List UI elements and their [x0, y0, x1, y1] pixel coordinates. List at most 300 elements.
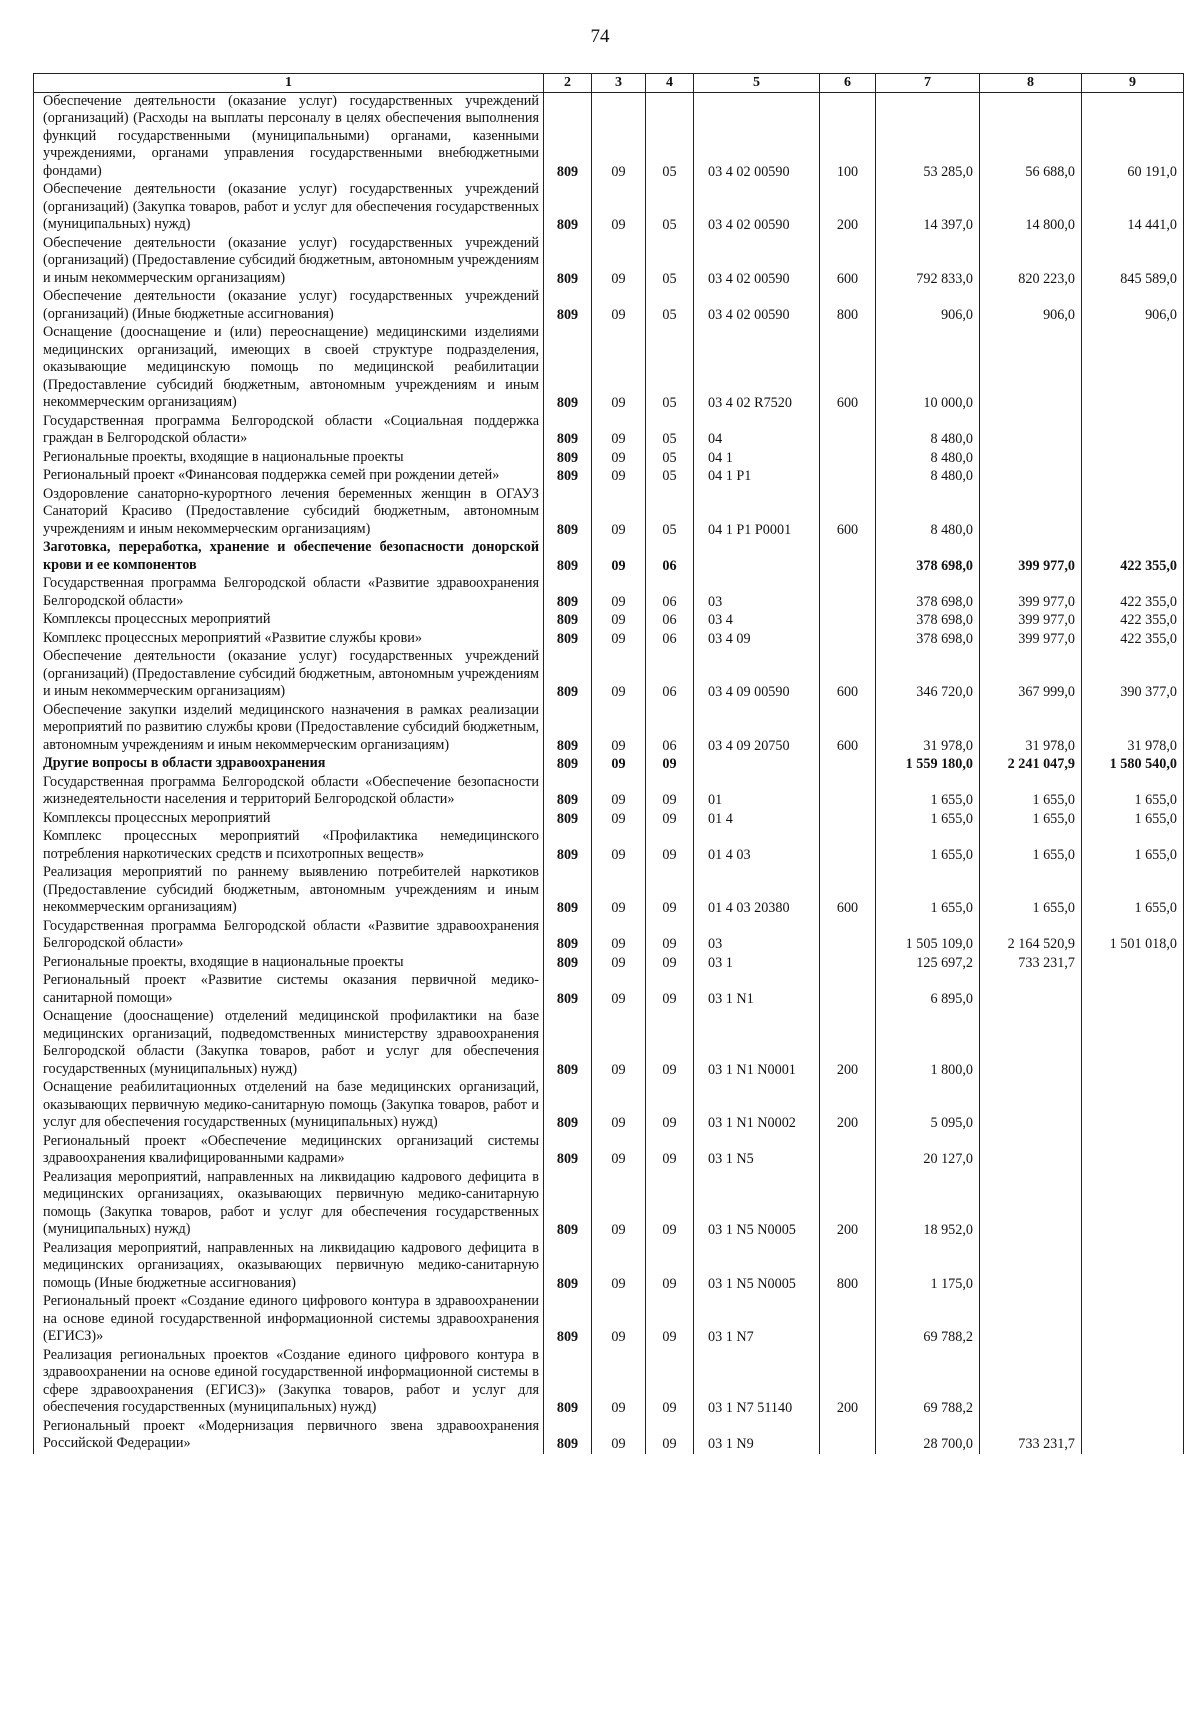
row-section: 09 [592, 413, 646, 449]
row-target-article: 03 1 N1 N0002 [694, 1079, 820, 1133]
row-ministry-code: 809 [544, 413, 592, 449]
row-section: 09 [592, 181, 646, 235]
row-amount-year-2 [980, 324, 1082, 413]
row-amount-year-3: 31 978,0 [1082, 702, 1184, 756]
row-amount-year-2: 14 800,0 [980, 181, 1082, 235]
row-ministry-code: 809 [544, 235, 592, 289]
row-description: Комплексы процессных мероприятий [34, 611, 544, 630]
row-target-article: 03 4 02 R7520 [694, 324, 820, 413]
row-section: 09 [592, 575, 646, 611]
row-target-article: 04 [694, 413, 820, 449]
row-amount-year-3: 422 355,0 [1082, 539, 1184, 575]
row-subsection: 09 [646, 918, 694, 954]
row-amount-year-2: 1 655,0 [980, 810, 1082, 829]
table-row [34, 1169, 1184, 1240]
row-description: Государственная программа Белгородской области «Социальная поддержка граждан в Белгородской области» [34, 413, 544, 449]
table-row [34, 828, 1184, 864]
row-amount-year-3: 14 441,0 [1082, 181, 1184, 235]
row-amount-year-3 [1082, 1133, 1184, 1169]
row-expense-type: 200 [820, 181, 876, 235]
row-amount-year-1: 31 978,0 [876, 702, 980, 756]
row-amount-year-3: 1 655,0 [1082, 828, 1184, 864]
row-amount-year-2 [980, 467, 1082, 486]
table-row [34, 575, 1184, 611]
row-target-article: 03 1 [694, 954, 820, 973]
row-subsection: 06 [646, 630, 694, 649]
row-target-article: 03 1 N5 [694, 1133, 820, 1169]
row-amount-year-2 [980, 413, 1082, 449]
row-subsection: 09 [646, 774, 694, 810]
row-subsection: 05 [646, 92, 694, 181]
row-subsection: 05 [646, 467, 694, 486]
row-subsection: 05 [646, 235, 694, 289]
row-description: Обеспечение деятельности (оказание услуг) государственных учреждений (организаций) (Закупка товаров, работ и услуг для обеспечения государственных (муниципальных) нужд) [34, 181, 544, 235]
row-amount-year-3 [1082, 1008, 1184, 1079]
row-amount-year-3 [1082, 449, 1184, 468]
table-row [34, 486, 1184, 540]
row-expense-type: 600 [820, 864, 876, 918]
row-amount-year-1: 20 127,0 [876, 1133, 980, 1169]
table-row [34, 235, 1184, 289]
row-section: 09 [592, 539, 646, 575]
row-amount-year-2: 399 977,0 [980, 630, 1082, 649]
row-ministry-code: 809 [544, 864, 592, 918]
row-target-article: 01 [694, 774, 820, 810]
row-amount-year-3 [1082, 1293, 1184, 1347]
row-ministry-code: 809 [544, 1133, 592, 1169]
table-row [34, 1079, 1184, 1133]
row-target-article [694, 539, 820, 575]
row-ministry-code: 809 [544, 288, 592, 324]
row-target-article: 03 1 N9 [694, 1418, 820, 1454]
row-target-article: 03 1 N7 51140 [694, 1347, 820, 1418]
row-target-article: 03 [694, 918, 820, 954]
row-expense-type [820, 755, 876, 774]
row-ministry-code: 809 [544, 1293, 592, 1347]
row-target-article: 03 4 09 [694, 630, 820, 649]
row-section: 09 [592, 918, 646, 954]
row-ministry-code: 809 [544, 774, 592, 810]
row-expense-type [820, 954, 876, 973]
row-description: Оздоровление санаторно-курортного лечения беременных женщин в ОГАУЗ Санаторий Красиво (Предоставление субсидий бюджетным, автономным учреждениям и иным некоммерческим организациям) [34, 486, 544, 540]
row-target-article: 03 4 09 00590 [694, 648, 820, 702]
row-description: Комплекс процессных мероприятий «Профилактика немедицинского потребления наркотических средств и психотропных веществ» [34, 828, 544, 864]
row-section: 09 [592, 486, 646, 540]
row-description: Региональный проект «Модернизация первичного звена здравоохранения Российской Федерации» [34, 1418, 544, 1454]
table-row [34, 774, 1184, 810]
row-subsection: 09 [646, 1008, 694, 1079]
row-amount-year-2 [980, 1347, 1082, 1418]
row-ministry-code: 809 [544, 324, 592, 413]
row-description: Реализация мероприятий, направленных на ликвидацию кадрового дефицита в медицинских организациях, оказывающих первичную медико-санитарную помощь (Иные бюджетные ассигнования) [34, 1240, 544, 1294]
row-amount-year-1: 6 895,0 [876, 972, 980, 1008]
row-amount-year-2 [980, 1293, 1082, 1347]
row-ministry-code: 809 [544, 1240, 592, 1294]
row-amount-year-3 [1082, 1240, 1184, 1294]
row-amount-year-2: 1 655,0 [980, 828, 1082, 864]
table-row [34, 702, 1184, 756]
row-amount-year-2: 367 999,0 [980, 648, 1082, 702]
row-section: 09 [592, 1418, 646, 1454]
table-body [34, 92, 1184, 1454]
row-amount-year-3 [1082, 1347, 1184, 1418]
row-description: Региональный проект «Обеспечение медицинских организаций системы здравоохранения квалифицированными кадрами» [34, 1133, 544, 1169]
row-amount-year-1: 28 700,0 [876, 1418, 980, 1454]
table-row [34, 449, 1184, 468]
row-amount-year-1: 378 698,0 [876, 575, 980, 611]
row-amount-year-1: 346 720,0 [876, 648, 980, 702]
row-subsection: 05 [646, 324, 694, 413]
row-ministry-code: 809 [544, 918, 592, 954]
row-amount-year-1: 1 505 109,0 [876, 918, 980, 954]
row-section: 09 [592, 774, 646, 810]
row-ministry-code: 809 [544, 972, 592, 1008]
row-amount-year-2 [980, 1240, 1082, 1294]
budget-table [33, 73, 1184, 1454]
row-description: Обеспечение деятельности (оказание услуг) государственных учреждений (организаций) (Предоставление субсидий бюджетным, автономным учреждениям и иным некоммерческим организациям) [34, 235, 544, 289]
table-row [34, 972, 1184, 1008]
row-target-article [694, 755, 820, 774]
row-section: 09 [592, 235, 646, 289]
row-amount-year-1: 69 788,2 [876, 1347, 980, 1418]
row-description: Обеспечение деятельности (оказание услуг) государственных учреждений (организаций) (Расходы на выплаты персоналу в целях обеспечения выполнения функций государственными (муниципальными) органами, казенными учреждениями, органами управления государственными внебюджетными фондами) [34, 92, 544, 181]
row-amount-year-1: 1 655,0 [876, 828, 980, 864]
row-amount-year-1: 1 655,0 [876, 774, 980, 810]
row-expense-type [820, 630, 876, 649]
row-amount-year-3 [1082, 467, 1184, 486]
row-target-article: 03 [694, 575, 820, 611]
row-amount-year-3: 1 655,0 [1082, 864, 1184, 918]
row-amount-year-1: 10 000,0 [876, 324, 980, 413]
row-target-article: 03 1 N7 [694, 1293, 820, 1347]
row-amount-year-3: 1 655,0 [1082, 774, 1184, 810]
row-subsection: 05 [646, 413, 694, 449]
row-amount-year-2 [980, 449, 1082, 468]
row-subsection: 09 [646, 1293, 694, 1347]
row-expense-type [820, 828, 876, 864]
row-target-article: 03 4 02 00590 [694, 235, 820, 289]
row-target-article: 03 1 N1 [694, 972, 820, 1008]
row-expense-type: 600 [820, 235, 876, 289]
row-section: 09 [592, 828, 646, 864]
row-amount-year-2: 399 977,0 [980, 539, 1082, 575]
row-amount-year-2: 820 223,0 [980, 235, 1082, 289]
table-row [34, 1008, 1184, 1079]
row-expense-type: 600 [820, 702, 876, 756]
row-ministry-code: 809 [544, 630, 592, 649]
row-description: Комплексы процессных мероприятий [34, 810, 544, 829]
row-description: Другие вопросы в области здравоохранения [34, 755, 544, 774]
header-cell: 9 [1082, 74, 1184, 93]
row-section: 09 [592, 324, 646, 413]
row-amount-year-1: 8 480,0 [876, 413, 980, 449]
row-section: 09 [592, 954, 646, 973]
row-subsection: 06 [646, 539, 694, 575]
table-row [34, 467, 1184, 486]
table-row [34, 324, 1184, 413]
row-amount-year-3: 906,0 [1082, 288, 1184, 324]
row-subsection: 09 [646, 1347, 694, 1418]
row-description: Региональные проекты, входящие в национальные проекты [34, 449, 544, 468]
table-row [34, 288, 1184, 324]
row-amount-year-2: 31 978,0 [980, 702, 1082, 756]
row-amount-year-2: 56 688,0 [980, 92, 1082, 181]
row-ministry-code: 809 [544, 1347, 592, 1418]
row-description: Оснащение (дооснащение) отделений медицинской профилактики на базе медицинских организаций, подведомственных министерству здравоохранения Белгородской области (Закупка товаров, работ и услуг для обеспечения государственных (муниципальных) нужд) [34, 1008, 544, 1079]
row-subsection: 06 [646, 575, 694, 611]
row-subsection: 09 [646, 864, 694, 918]
row-amount-year-1: 378 698,0 [876, 539, 980, 575]
table-row [34, 918, 1184, 954]
header-cell: 3 [592, 74, 646, 93]
row-subsection: 09 [646, 1133, 694, 1169]
row-target-article: 01 4 [694, 810, 820, 829]
row-amount-year-3 [1082, 1079, 1184, 1133]
row-expense-type: 200 [820, 1008, 876, 1079]
row-ministry-code: 809 [544, 1079, 592, 1133]
row-ministry-code: 809 [544, 539, 592, 575]
row-amount-year-2: 1 655,0 [980, 774, 1082, 810]
row-description: Реализация мероприятий по раннему выявлению потребителей наркотиков (Предоставление субсидий бюджетным, автономным учреждениям и иным некоммерческим организациям) [34, 864, 544, 918]
row-expense-type [820, 774, 876, 810]
row-amount-year-1: 53 285,0 [876, 92, 980, 181]
row-amount-year-3: 1 655,0 [1082, 810, 1184, 829]
row-amount-year-2 [980, 486, 1082, 540]
row-expense-type [820, 467, 876, 486]
row-amount-year-3: 422 355,0 [1082, 630, 1184, 649]
row-amount-year-3 [1082, 954, 1184, 973]
row-subsection: 06 [646, 648, 694, 702]
table-row [34, 864, 1184, 918]
row-section: 09 [592, 1240, 646, 1294]
row-amount-year-2 [980, 1169, 1082, 1240]
row-target-article: 01 4 03 20380 [694, 864, 820, 918]
table-row [34, 1418, 1184, 1454]
row-amount-year-1: 8 480,0 [876, 486, 980, 540]
row-target-article: 03 1 N5 N0005 [694, 1169, 820, 1240]
table-row [34, 1240, 1184, 1294]
row-amount-year-3: 60 191,0 [1082, 92, 1184, 181]
row-amount-year-1: 1 655,0 [876, 864, 980, 918]
row-description: Обеспечение деятельности (оказание услуг) государственных учреждений (организаций) (Иные бюджетные ассигнования) [34, 288, 544, 324]
row-amount-year-3: 1 501 018,0 [1082, 918, 1184, 954]
row-expense-type: 100 [820, 92, 876, 181]
row-expense-type [820, 539, 876, 575]
row-subsection: 09 [646, 828, 694, 864]
row-section: 09 [592, 648, 646, 702]
row-expense-type: 200 [820, 1169, 876, 1240]
header-cell: 4 [646, 74, 694, 93]
table-row [34, 1347, 1184, 1418]
row-section: 09 [592, 1133, 646, 1169]
row-expense-type [820, 413, 876, 449]
row-amount-year-2: 399 977,0 [980, 575, 1082, 611]
row-target-article: 03 4 [694, 611, 820, 630]
row-section: 09 [592, 755, 646, 774]
row-amount-year-1: 378 698,0 [876, 611, 980, 630]
row-amount-year-3: 422 355,0 [1082, 575, 1184, 611]
row-expense-type [820, 1418, 876, 1454]
row-ministry-code: 809 [544, 467, 592, 486]
row-amount-year-1: 792 833,0 [876, 235, 980, 289]
row-amount-year-1: 1 800,0 [876, 1008, 980, 1079]
row-section: 09 [592, 1079, 646, 1133]
table-row [34, 413, 1184, 449]
row-ministry-code: 809 [544, 702, 592, 756]
header-cell: 1 [34, 74, 544, 93]
row-section: 09 [592, 92, 646, 181]
row-amount-year-1: 14 397,0 [876, 181, 980, 235]
row-amount-year-3 [1082, 972, 1184, 1008]
row-ministry-code: 809 [544, 1418, 592, 1454]
row-description: Обеспечение деятельности (оказание услуг) государственных учреждений (организаций) (Предоставление субсидий бюджетным, автономным учреждениям и иным некоммерческим организациям) [34, 648, 544, 702]
table-row [34, 611, 1184, 630]
row-target-article: 03 4 02 00590 [694, 92, 820, 181]
row-amount-year-1: 18 952,0 [876, 1169, 980, 1240]
row-description: Оснащение реабилитационных отделений на базе медицинских организаций, оказывающих первичную медико-санитарную помощь (Закупка товаров, работ и услуг для обеспечения государственных (муниципальных) нужд) [34, 1079, 544, 1133]
row-ministry-code: 809 [544, 486, 592, 540]
row-section: 09 [592, 1293, 646, 1347]
row-ministry-code: 809 [544, 181, 592, 235]
row-amount-year-3: 1 580 540,0 [1082, 755, 1184, 774]
row-subsection: 09 [646, 755, 694, 774]
row-target-article: 04 1 P1 P0001 [694, 486, 820, 540]
row-ministry-code: 809 [544, 92, 592, 181]
row-amount-year-2 [980, 1079, 1082, 1133]
row-subsection: 09 [646, 1418, 694, 1454]
row-section: 09 [592, 864, 646, 918]
row-expense-type [820, 918, 876, 954]
header-cell: 5 [694, 74, 820, 93]
row-amount-year-1: 1 559 180,0 [876, 755, 980, 774]
table-row [34, 954, 1184, 973]
row-target-article: 03 4 02 00590 [694, 181, 820, 235]
table-row [34, 1133, 1184, 1169]
row-amount-year-3: 390 377,0 [1082, 648, 1184, 702]
row-section: 09 [592, 467, 646, 486]
table-row [34, 810, 1184, 829]
row-section: 09 [592, 972, 646, 1008]
row-description: Комплекс процессных мероприятий «Развитие службы крови» [34, 630, 544, 649]
row-subsection: 06 [646, 611, 694, 630]
row-section: 09 [592, 288, 646, 324]
row-section: 09 [592, 702, 646, 756]
header-cell: 2 [544, 74, 592, 93]
table-row [34, 648, 1184, 702]
table-row [34, 539, 1184, 575]
row-subsection: 09 [646, 1240, 694, 1294]
row-subsection: 05 [646, 288, 694, 324]
row-target-article: 04 1 [694, 449, 820, 468]
row-ministry-code: 809 [544, 828, 592, 864]
row-expense-type [820, 575, 876, 611]
row-description: Региональные проекты, входящие в национальные проекты [34, 954, 544, 973]
row-subsection: 05 [646, 449, 694, 468]
row-amount-year-1: 8 480,0 [876, 449, 980, 468]
table-row [34, 92, 1184, 181]
row-section: 09 [592, 611, 646, 630]
row-amount-year-1: 125 697,2 [876, 954, 980, 973]
row-amount-year-2 [980, 972, 1082, 1008]
row-description: Государственная программа Белгородской области «Обеспечение безопасности жизнедеятельности населения и территорий Белгородской области» [34, 774, 544, 810]
row-amount-year-2: 2 164 520,9 [980, 918, 1082, 954]
row-expense-type [820, 1133, 876, 1169]
row-expense-type [820, 611, 876, 630]
row-expense-type: 200 [820, 1079, 876, 1133]
row-description: Реализация мероприятий, направленных на ликвидацию кадрового дефицита в медицинских организациях, оказывающих первичную медико-санитарную помощь (Закупка товаров, работ и услуг для обеспечения государственных (муниципальных) нужд) [34, 1169, 544, 1240]
row-amount-year-3: 845 589,0 [1082, 235, 1184, 289]
row-amount-year-2: 1 655,0 [980, 864, 1082, 918]
row-section: 09 [592, 449, 646, 468]
row-target-article: 03 4 09 20750 [694, 702, 820, 756]
row-ministry-code: 809 [544, 648, 592, 702]
row-amount-year-1: 8 480,0 [876, 467, 980, 486]
row-description: Реализация региональных проектов «Создание единого цифрового контура в здравоохранении на основе единой государственной информационной системы в сфере здравоохранения (ЕГИСЗ)» (Закупка товаров, работ и услуг для обеспечения государственных (муниципальных) нужд) [34, 1347, 544, 1418]
row-subsection: 09 [646, 1169, 694, 1240]
row-description: Обеспечение закупки изделий медицинского назначения в рамках реализации мероприятий по развитию службы крови (Предоставление субсидий бюджетным, автономным учреждениям и иным некоммерческим организациям) [34, 702, 544, 756]
row-ministry-code: 809 [544, 954, 592, 973]
row-subsection: 05 [646, 181, 694, 235]
row-section: 09 [592, 810, 646, 829]
header-row [34, 74, 1184, 93]
row-amount-year-3 [1082, 486, 1184, 540]
row-expense-type: 600 [820, 486, 876, 540]
row-ministry-code: 809 [544, 810, 592, 829]
row-target-article: 04 1 P1 [694, 467, 820, 486]
row-amount-year-1: 378 698,0 [876, 630, 980, 649]
page-number: 74 [590, 26, 610, 47]
row-amount-year-2: 2 241 047,9 [980, 755, 1082, 774]
row-amount-year-1: 1 655,0 [876, 810, 980, 829]
row-section: 09 [592, 630, 646, 649]
row-description: Региональный проект «Создание единого цифрового контура в здравоохранении на основе единой государственной информационной системы здравоохранения (ЕГИСЗ)» [34, 1293, 544, 1347]
table-row [34, 1293, 1184, 1347]
row-subsection: 05 [646, 486, 694, 540]
row-ministry-code: 809 [544, 449, 592, 468]
row-description: Государственная программа Белгородской области «Развитие здравоохранения Белгородской области» [34, 575, 544, 611]
row-ministry-code: 809 [544, 1008, 592, 1079]
row-subsection: 06 [646, 702, 694, 756]
row-amount-year-1: 1 175,0 [876, 1240, 980, 1294]
row-expense-type: 600 [820, 648, 876, 702]
row-ministry-code: 809 [544, 575, 592, 611]
row-amount-year-1: 906,0 [876, 288, 980, 324]
row-target-article: 03 1 N1 N0001 [694, 1008, 820, 1079]
row-section: 09 [592, 1347, 646, 1418]
row-subsection: 09 [646, 972, 694, 1008]
row-amount-year-2: 733 231,7 [980, 1418, 1082, 1454]
row-expense-type: 800 [820, 288, 876, 324]
table-row [34, 181, 1184, 235]
row-ministry-code: 809 [544, 611, 592, 630]
row-description: Региональный проект «Развитие системы оказания первичной медико-санитарной помощи» [34, 972, 544, 1008]
row-amount-year-2: 906,0 [980, 288, 1082, 324]
row-subsection: 09 [646, 810, 694, 829]
row-amount-year-1: 69 788,2 [876, 1293, 980, 1347]
row-amount-year-3: 422 355,0 [1082, 611, 1184, 630]
row-description: Заготовка, переработка, хранение и обеспечение безопасности донорской крови и ее компонентов [34, 539, 544, 575]
row-amount-year-3 [1082, 324, 1184, 413]
row-amount-year-2 [980, 1008, 1082, 1079]
row-amount-year-3 [1082, 1169, 1184, 1240]
row-section: 09 [592, 1008, 646, 1079]
row-ministry-code: 809 [544, 755, 592, 774]
header-cell: 6 [820, 74, 876, 93]
row-expense-type: 800 [820, 1240, 876, 1294]
row-expense-type [820, 1293, 876, 1347]
table-row [34, 755, 1184, 774]
row-amount-year-3 [1082, 413, 1184, 449]
